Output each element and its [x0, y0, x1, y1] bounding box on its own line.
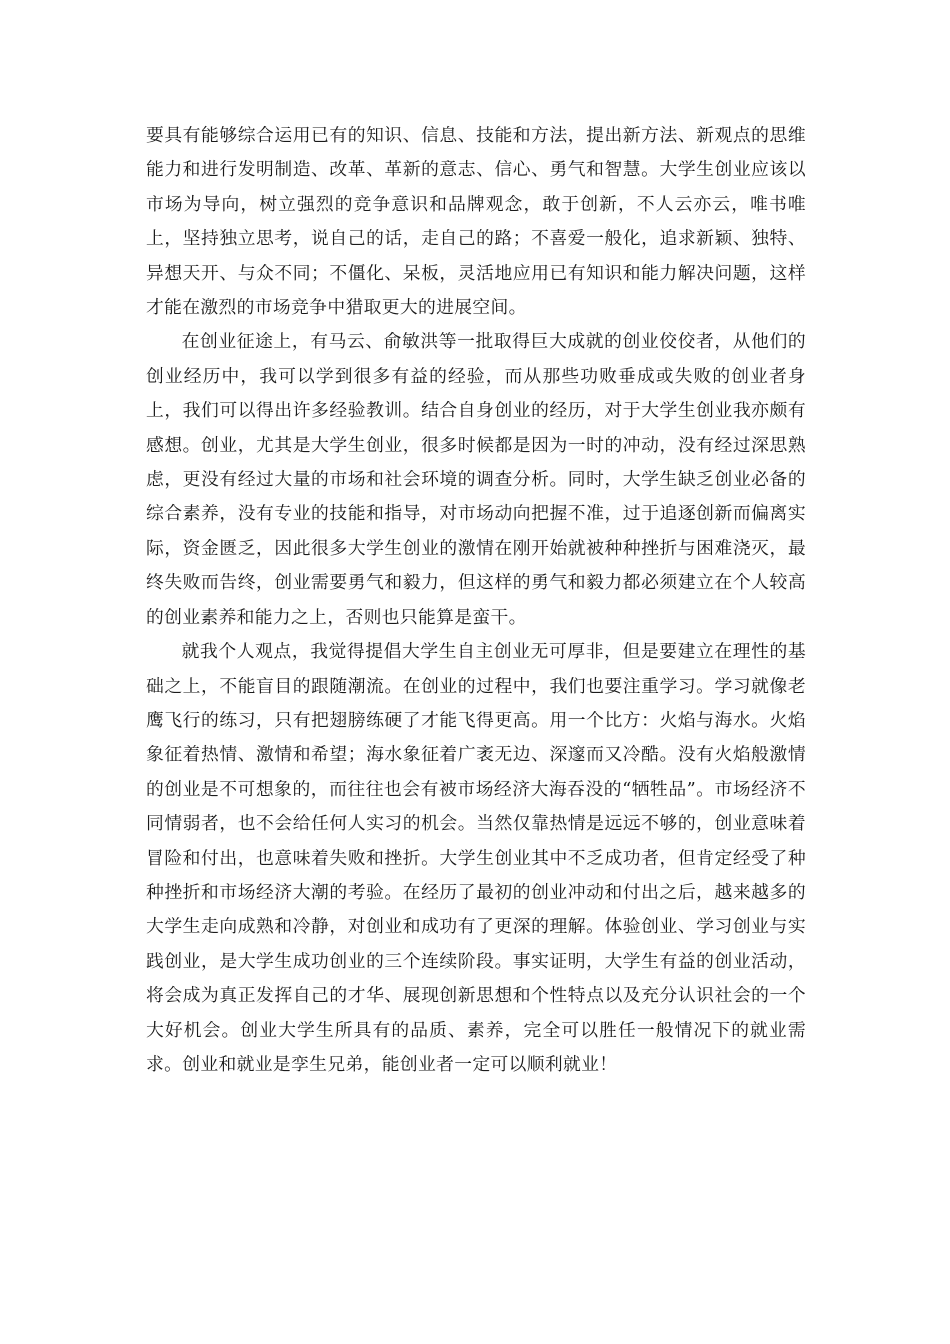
- paragraph-personal-view: 就我个人观点，我觉得提倡大学生自主创业无可厚非，但是要建立在理性的基础之上，不能盲目的跟随潮流。在创业的过程中，我们也要注重学习。学习就像老鹰飞行的练习，只有把翅膀练硬了才能飞得更高。用一个比方：火焰与海水。火焰象征着热情、激情和希望；海水象征着广袤无边、深邃而又冷酷。没有火焰般激情的创业是不可想象的，而往往也会有被市场经济大海吞没的“牺牲品”。市场经济不同情弱者，也不会给任何人实习的机会。当然仅靠热情是远远不够的，创业意味着冒险和付出，也意味着失败和挫折。大学生创业其中不乏成功者，但肯定经受了种种挫折和市场经济大潮的考验。在经历了最初的创业冲动和付出之后，越来越多的大学生走向成熟和冷静，对创业和成功有了更深的理解。体验创业、学习创业与实践创业，是大学生成功创业的三个连续阶段。事实证明，大学生有益的创业活动，将会成为真正发挥自己的才华、展现创新思想和个性特点以及充分认识社会的一个大好机会。创业大学生所具有的品质、素养，完全可以胜任一般情况下的就业需求。创业和就业是孪生兄弟，能创业者一定可以顺利就业！: [146, 641, 806, 1075]
- paragraph-entrepreneurship-experience: 在创业征途上，有马云、俞敏洪等一批取得巨大成就的创业佼佼者，从他们的创业经历中，我可以学到很多有益的经验，而从那些功败垂成或失败的创业者身上，我们可以得出许多经验教训。结合自身创业的经历，对于大学生创业我亦颇有感想。创业，尤其是大学生创业，很多时候都是因为一时的冲动，没有经过深思熟虑，更没有经过大量的市场和社会环境的调查分析。同时，大学生缺乏创业必备的综合素养，没有专业的技能和指导，对市场动向把握不准，过于追逐创新而偏离实际，资金匮乏，因此很多大学生创业的激情在刚开始就被种种挫折与困难浇灭，最终失败而告终，创业需要勇气和毅力，但这样的勇气和毅力都必须建立在个人较高的创业素养和能力之上，否则也只能算是蛮干。: [146, 331, 806, 628]
- document-body: [146, 119, 806, 1082]
- paragraph-continuation: 要具有能够综合运用已有的知识、信息、技能和方法，提出新方法、新观点的思维能力和进行发明制造、改革、革新的意志、信心、勇气和智慧。大学生创业应该以市场为导向，树立强烈的竞争意识和品牌观念，敢于创新，不人云亦云，唯书唯上，坚持独立思考，说自己的话，走自己的路；不喜爱一般化，追求新颖、独特、异想天开、与众不同；不僵化、呆板，灵活地应用已有知识和能力解决问题，这样才能在激烈的市场竞争中猎取更大的进展空间。: [146, 125, 806, 319]
